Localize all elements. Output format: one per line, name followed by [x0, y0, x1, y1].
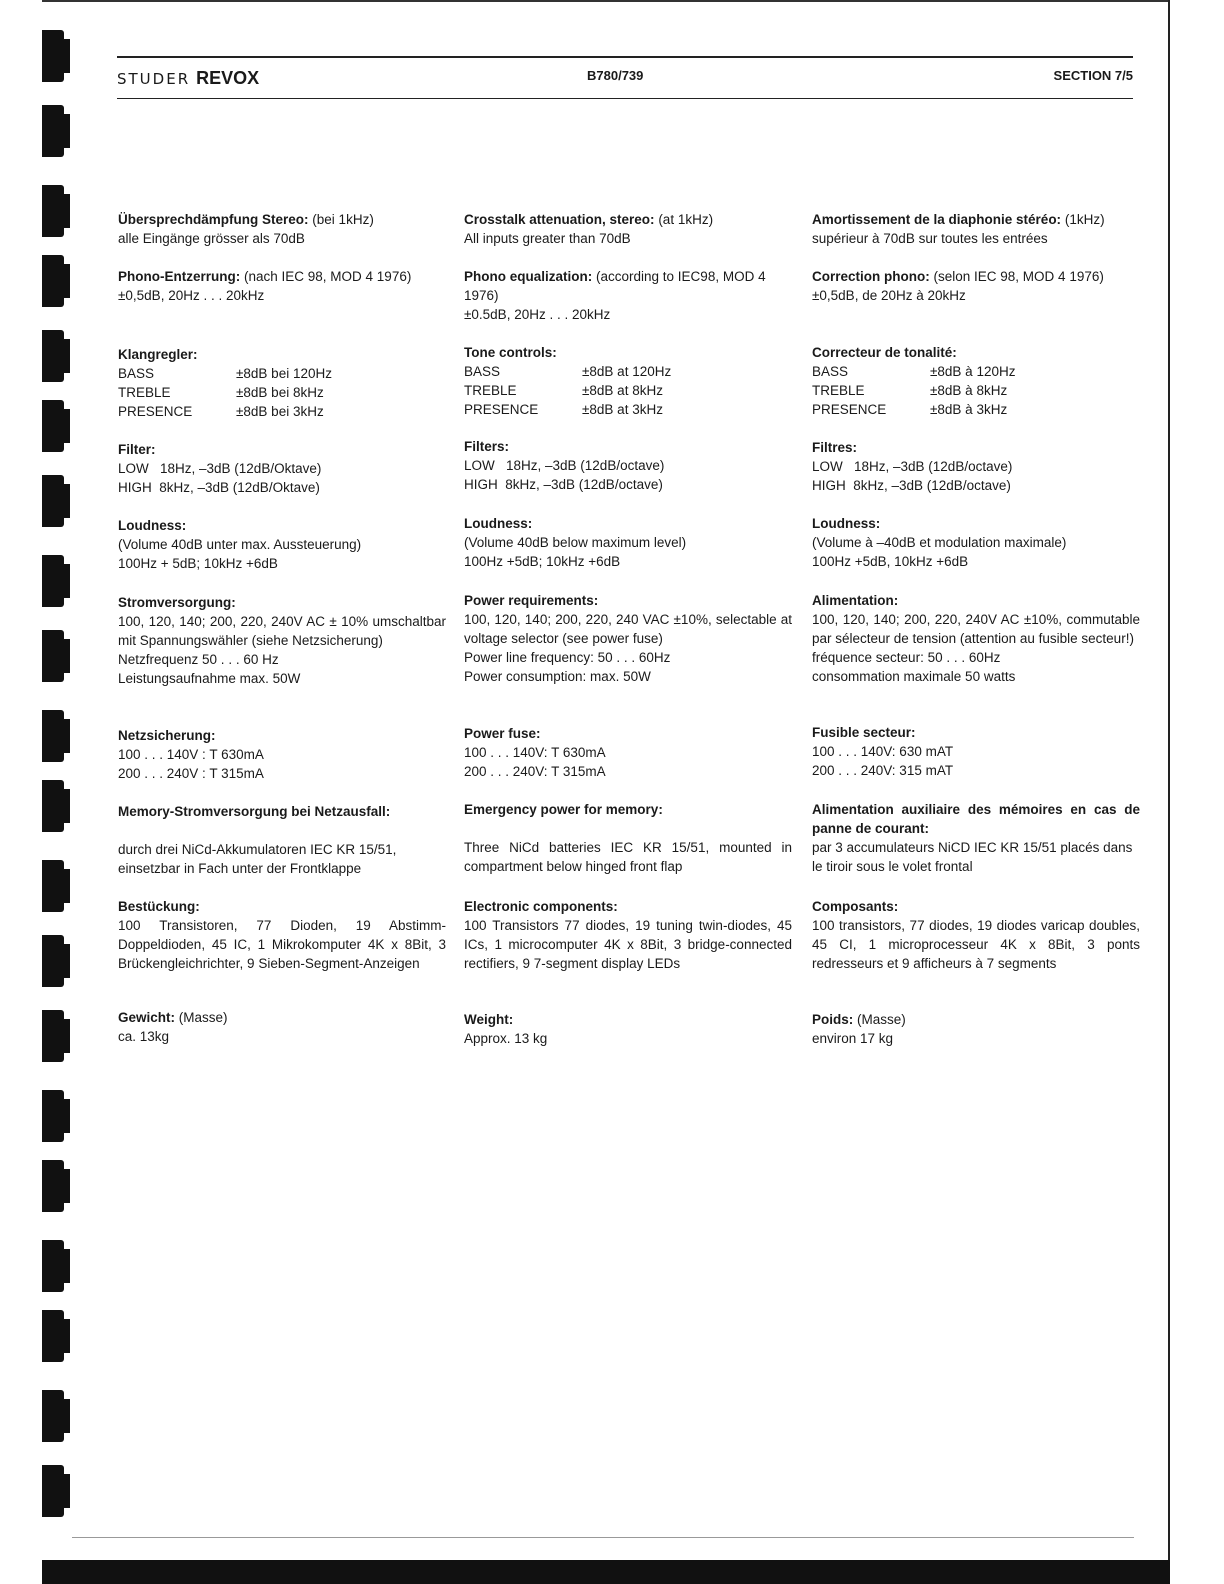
tone-row — [464, 362, 792, 381]
power-block — [464, 591, 792, 686]
tone-row — [118, 364, 446, 383]
binding-hole — [42, 1010, 64, 1062]
filter-low: LOW 18Hz, –3dB (12dB/octave) — [812, 459, 1013, 474]
tone-key: BASS — [118, 366, 155, 381]
binding-hole — [42, 1240, 64, 1292]
tone-title: Klangregler: — [118, 347, 198, 362]
tone-row — [812, 400, 1140, 419]
memory-block — [812, 800, 1140, 876]
filter-high: HIGH 8kHz, –3dB (12dB/octave) — [812, 478, 1011, 493]
tone-key: TREBLE — [118, 385, 171, 400]
loudness-title: Loudness: — [464, 516, 533, 531]
tone-block — [118, 345, 446, 421]
footer-rule — [72, 1537, 1134, 1538]
tone-row — [812, 362, 1140, 381]
logo-studer: STUDER — [117, 70, 191, 88]
tone-row — [118, 402, 446, 421]
binding-hole — [42, 30, 64, 82]
power-text: 100, 120, 140; 200, 220, 240V AC ± 10% umschaltbar mit Spannungswähler (siehe Netzsicherung) Netzfrequenz 50 . . . 60 Hz Leistungsaufnahme max. 50W — [118, 614, 446, 686]
filter-block — [118, 440, 446, 497]
binding-hole — [42, 400, 64, 452]
filter-title: Filter: — [118, 442, 156, 457]
components-title: Bestückung: — [118, 899, 200, 914]
weight-text: Approx. 13 kg — [464, 1031, 548, 1046]
tone-block — [812, 343, 1140, 419]
weight-text: environ 17 kg — [812, 1031, 894, 1046]
crosstalk-text: All inputs greater than 70dB — [464, 231, 631, 246]
loudness-title: Loudness: — [118, 518, 187, 533]
logo-revox: REVOX — [196, 68, 260, 88]
weight-block — [812, 1010, 1140, 1048]
page-bottom-edge — [42, 1560, 1170, 1584]
page-right-edge — [1168, 0, 1170, 1584]
power-text: 100, 120, 140; 200, 220, 240 VAC ±10%, selectable at voltage selector (see power fuse) Power line frequency: 50 . . . 60Hz Power consumption: max. 50W — [464, 612, 792, 684]
crosstalk-block — [812, 210, 1140, 248]
binding-hole — [42, 105, 64, 157]
tone-key: TREBLE — [464, 383, 517, 398]
memory-title: Emergency power for memory: — [464, 802, 663, 817]
tone-key: PRESENCE — [812, 402, 887, 417]
binding-hole — [42, 935, 64, 987]
memory-text: par 3 accumulateurs NiCD IEC KR 15/51 placés dans le tiroir sous le volet frontal — [812, 840, 1133, 874]
binding-hole — [42, 710, 64, 762]
power-title: Power requirements: — [464, 593, 599, 608]
filter-low: LOW 18Hz, –3dB (12dB/octave) — [464, 458, 665, 473]
memory-block — [464, 800, 792, 876]
fuse-block — [812, 723, 1140, 780]
tone-key: BASS — [464, 364, 501, 379]
binding-hole — [42, 780, 64, 832]
weight-block — [464, 1010, 792, 1048]
components-block — [464, 897, 792, 973]
phono-block — [464, 267, 792, 324]
memory-text: durch drei NiCd-Akkumulatoren IEC KR 15/51, einsetzbar in Fach unter der Frontklappe — [118, 842, 397, 876]
components-block — [812, 897, 1140, 973]
binding-hole — [42, 475, 64, 527]
filter-title: Filters: — [464, 439, 510, 454]
power-block — [118, 593, 446, 688]
filter-block — [812, 438, 1140, 495]
crosstalk-block — [464, 210, 792, 248]
phono-block — [812, 267, 1140, 305]
power-title: Alimentation: — [812, 593, 899, 608]
memory-text: Three NiCd batteries IEC KR 15/51, mounted in compartment below hinged front flap — [464, 840, 792, 874]
binding-hole — [42, 1090, 64, 1142]
fuse-title: Netzsicherung: — [118, 728, 216, 743]
binding-hole — [42, 330, 64, 382]
loudness-text: (Volume à –40dB et modulation maximale) 100Hz +5dB, 10kHz +6dB — [812, 535, 1067, 569]
phono-title: Phono-Entzerrung: — [118, 269, 241, 284]
page-top-edge — [42, 0, 1170, 2]
tone-value: ±8dB à 120Hz — [930, 364, 1016, 379]
section-number: SECTION 7/5 — [1053, 68, 1133, 83]
components-text: 100 transistors, 77 diodes, 19 diodes varicap doubles, 45 CI, 1 microprocesseur 4K x 8Bit, 3 ponts redresseurs et 9 afficheurs à 7 segments — [812, 918, 1140, 971]
tone-value: ±8dB bei 3kHz — [236, 404, 324, 419]
phono-note: (selon IEC 98, MOD 4 1976) — [933, 269, 1104, 284]
tone-title: Correcteur de tonalité: — [812, 345, 957, 360]
fuse-title: Power fuse: — [464, 726, 541, 741]
model-number: B780/739 — [587, 68, 644, 83]
crosstalk-text: alle Eingänge grösser als 70dB — [118, 231, 305, 246]
fuse-block — [464, 724, 792, 781]
crosstalk-text: supérieur à 70dB sur toutes les entrées — [812, 231, 1048, 246]
tone-value: ±8dB at 3kHz — [582, 402, 663, 417]
crosstalk-title: Amortissement de la diaphonie stéréo: — [812, 212, 1062, 227]
loudness-title: Loudness: — [812, 516, 881, 531]
binding-hole — [42, 860, 64, 912]
power-title: Stromversorgung: — [118, 595, 236, 610]
crosstalk-note: (at 1kHz) — [658, 212, 714, 227]
fuse-text: 100 . . . 140V: 630 mAT 200 . . . 240V: 315 mAT — [812, 744, 954, 778]
power-block — [812, 591, 1140, 686]
binding-holes — [42, 0, 72, 1560]
weight-title: Poids: — [812, 1012, 854, 1027]
tone-block — [464, 343, 792, 419]
fuse-block — [118, 726, 446, 783]
filter-high: HIGH 8kHz, –3dB (12dB/octave) — [464, 477, 663, 492]
tone-key: TREBLE — [812, 383, 865, 398]
weight-note: (Masse) — [857, 1012, 906, 1027]
tone-value: ±8dB bei 8kHz — [236, 385, 324, 400]
memory-title: Memory-Stromversorgung bei Netzausfall: — [118, 804, 391, 819]
phono-note: (according to IEC98, MOD 4 1976) — [464, 269, 766, 303]
loudness-text: (Volume 40dB unter max. Aussteuerung) 100Hz + 5dB; 10kHz +6dB — [118, 537, 362, 571]
tone-title: Tone controls: — [464, 345, 557, 360]
filter-high: HIGH 8kHz, –3dB (12dB/Oktave) — [118, 480, 320, 495]
phono-note: (nach IEC 98, MOD 4 1976) — [244, 269, 412, 284]
tone-value: ±8dB at 8kHz — [582, 383, 663, 398]
loudness-block — [464, 514, 792, 571]
binding-hole — [42, 255, 64, 307]
tone-row — [464, 400, 792, 419]
fuse-title: Fusible secteur: — [812, 725, 916, 740]
components-text: 100 Transistoren, 77 Dioden, 19 Abstimm-Doppeldioden, 45 IC, 1 Mikrokomputer 4K x 8Bit, 3 Brückengleichrichter, 9 Sieben-Segment-Anzeigen — [118, 918, 446, 971]
memory-title: Alimentation auxiliaire des mémoires en cas de panne de courant: — [812, 802, 1140, 836]
studer-revox-logo — [117, 68, 259, 89]
filter-block — [464, 437, 792, 494]
phono-text: ±0.5dB, 20Hz . . . 20kHz — [464, 307, 611, 322]
crosstalk-block — [118, 210, 446, 248]
tone-value: ±8dB bei 120Hz — [236, 366, 332, 381]
binding-hole — [42, 185, 64, 237]
weight-text: ca. 13kg — [118, 1029, 170, 1044]
fuse-text: 100 . . . 140V : T 630mA 200 . . . 240V : T 315mA — [118, 747, 264, 781]
loudness-text: (Volume 40dB below maximum level) 100Hz +5dB; 10kHz +6dB — [464, 535, 687, 569]
phono-title: Phono equalization: — [464, 269, 593, 284]
phono-text: ±0,5dB, 20Hz . . . 20kHz — [118, 288, 265, 303]
tone-value: ±8dB at 120Hz — [582, 364, 672, 379]
weight-title: Weight: — [464, 1012, 514, 1027]
components-title: Electronic components: — [464, 899, 618, 914]
phono-title: Correction phono: — [812, 269, 930, 284]
weight-block — [118, 1008, 446, 1046]
phono-text: ±0,5dB, de 20Hz à 20kHz — [812, 288, 966, 303]
tone-row — [812, 381, 1140, 400]
tone-value: ±8dB à 3kHz — [930, 402, 1008, 417]
loudness-block — [812, 514, 1140, 571]
crosstalk-title: Übersprechdämpfung Stereo: — [118, 212, 309, 227]
tone-row — [118, 383, 446, 402]
binding-hole — [42, 1390, 64, 1442]
components-text: 100 Transistors 77 diodes, 19 tuning twin-diodes, 45 ICs, 1 microcomputer 4K x 8Bit, 3 bridge-connected rectifiers, 9 7-segment display LEDs — [464, 918, 792, 971]
binding-hole — [42, 630, 64, 682]
binding-hole — [42, 1160, 64, 1212]
filter-title: Filtres: — [812, 440, 858, 455]
tone-row — [464, 381, 792, 400]
weight-title: Gewicht: — [118, 1010, 176, 1025]
tone-key: PRESENCE — [464, 402, 539, 417]
tone-key: PRESENCE — [118, 404, 193, 419]
binding-hole — [42, 1310, 64, 1362]
loudness-block — [118, 516, 446, 573]
weight-note: (Masse) — [178, 1010, 228, 1025]
binding-hole — [42, 555, 64, 607]
tone-value: ±8dB à 8kHz — [930, 383, 1008, 398]
crosstalk-note: (bei 1kHz) — [312, 212, 374, 227]
components-block — [118, 897, 446, 973]
crosstalk-note: (1kHz) — [1064, 212, 1105, 227]
components-title: Composants: — [812, 899, 899, 914]
filter-low: LOW 18Hz, –3dB (12dB/Oktave) — [118, 461, 322, 476]
phono-block — [118, 267, 446, 305]
page-header — [117, 56, 1133, 99]
fuse-text: 100 . . . 140V: T 630mA 200 . . . 240V: T 315mA — [464, 745, 606, 779]
power-text: 100, 120, 140; 200, 220, 240V AC ±10%, commutable par sélecteur de tension (attention au fusible secteur!) fréquence secteur: 50 . . . 60Hz consommation maximale 50 watts — [812, 612, 1140, 684]
memory-block — [118, 802, 446, 878]
tone-key: BASS — [812, 364, 849, 379]
binding-hole — [42, 1465, 64, 1517]
crosstalk-title: Crosstalk attenuation, stereo: — [464, 212, 655, 227]
